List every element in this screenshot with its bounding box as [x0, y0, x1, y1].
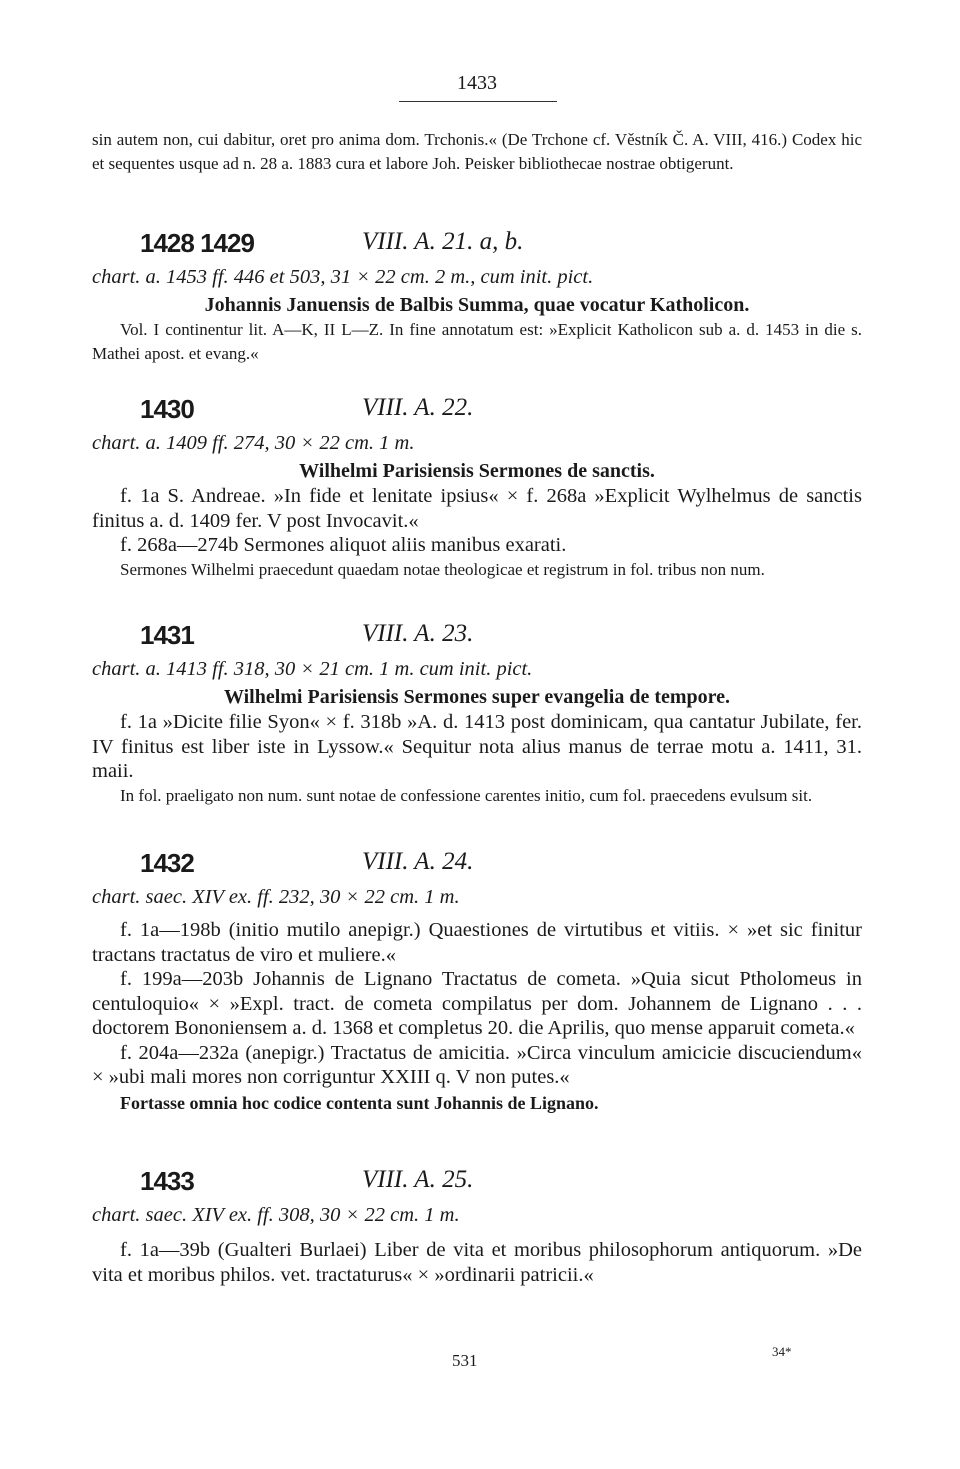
entry-1430: [92, 394, 862, 582]
entry-signature: VIII. A. 25.: [362, 1166, 474, 1193]
entry-title: Wilhelmi Parisiensis Sermones super evangelia de tempore.: [223, 686, 731, 708]
footer-page-number: 531: [452, 1351, 478, 1370]
entry-note: Vol. I continentur lit. A—K, II L—Z. In fine annotatum est: »Explicit Katholicon sub a. d. 1453 in die s. Mathei apost. et evang.«: [92, 320, 862, 363]
entry-paragraph: f. 1a—198b (initio mutilo anepigr.) Quaestiones de virtutibus et vitiis. × »et sic finitur tractans tractatus de viro et muliere.«: [92, 919, 862, 966]
entry-number: 1432: [140, 848, 194, 878]
entry-paragraph: f. 268a—274b Sermones aliquot aliis manibus exarati.: [120, 534, 567, 556]
page: [92, 0, 862, 1469]
entry-signature: VIII. A. 24.: [362, 848, 474, 875]
entry-description: chart. saec. XIV ex. ff. 232, 30 × 22 cm. 1 m.: [92, 886, 460, 908]
intro-block: [92, 128, 862, 176]
entry-head: [92, 228, 862, 264]
entry-head: [92, 1166, 862, 1202]
entry-1431: [92, 620, 862, 808]
header-rule: [399, 101, 557, 102]
intro-text: sin autem non, cui dabitur, oret pro anima dom. Trchonis.« (De Trchone cf. Věstník Č. A. VIII, 416.) Codex hic et sequentes usque ad n. 28 a. 1883 cura et labore Joh. Peisker bibliothecae nostrae obtigerunt.: [92, 130, 862, 173]
entry-paragraph: f. 1a S. Andreae. »In fide et lenitate ipsius« × f. 268a »Explicit Wylhelmus de sanctis finitus a. d. 1409 fer. V post Invocavit.«: [92, 485, 862, 532]
entry-signature: VIII. A. 21. a, b.: [362, 228, 524, 255]
entry-head: [92, 394, 862, 430]
entry-head: [92, 848, 862, 884]
entry-1432: [92, 848, 862, 1116]
entry-1433: [92, 1166, 862, 1287]
entry-1428-1429: [92, 228, 862, 366]
entry-number: 1433: [140, 1166, 194, 1196]
entry-paragraph: f. 1a »Dicite filie Syon« × f. 318b »A. d. 1413 post dominicam, qua cantatur Jubilate, fer. IV finitus est liber iste in Lyssow.« Sequitur nota alius manus de terrae motu a. 1411, 31. maii.: [92, 711, 862, 782]
entry-description: chart. a. 1413 ff. 318, 30 × 21 cm. 1 m. cum init. pict.: [92, 658, 533, 680]
entry-note: In fol. praeligato non num. sunt notae de confessione carentes initio, cum fol. praecedens evulsum sit.: [120, 785, 813, 805]
running-header-page-number: 1433: [457, 72, 497, 94]
entry-note: Sermones Wilhelmi praecedunt quaedam notae theologicae et registrum in fol. tribus non num.: [120, 559, 765, 579]
entry-title: Wilhelmi Parisiensis Sermones de sanctis.: [299, 460, 655, 482]
entry-paragraph: f. 199a—203b Johannis de Lignano Tractatus de cometa. »Quia sicut Ptholomeus in centuloquio« × »Expl. tract. de cometa compilatus per dom. Johannem de Lignano . . . doctorem Bononiensem a. d. 1368 et completus 20. die Aprilis, quo mense apparuit cometa.«: [92, 968, 862, 1039]
entry-signature: VIII. A. 23.: [362, 620, 474, 647]
footer-signature-mark: 34*: [772, 1344, 792, 1359]
entry-paragraph: f. 204a—232a (anepigr.) Tractatus de amicitia. »Circa vinculum amicicie discuciendum« × »ubi mali mores non corriguntur XXIII q. V non putes.«: [92, 1041, 862, 1088]
entry-signature: VIII. A. 22.: [362, 394, 474, 421]
entry-head: [92, 620, 862, 656]
entry-description: chart. saec. XIV ex. ff. 308, 30 × 22 cm. 1 m.: [92, 1204, 460, 1226]
entry-closing-note: Fortasse omnia hoc codice contenta sunt Johannis de Lignano.: [120, 1092, 599, 1113]
entry-number: 1431: [140, 620, 194, 650]
entry-number: 1428 1429: [140, 228, 254, 258]
entry-description: chart. a. 1409 ff. 274, 30 × 22 cm. 1 m.: [92, 432, 415, 454]
entry-paragraph: f. 1a—39b (Gualteri Burlaei) Liber de vita et moribus philosophorum antiquorum. »De vita et moribus philos. vet. tractaturus« × »ordinarii patricii.«: [92, 1239, 862, 1286]
entry-number: 1430: [140, 394, 194, 424]
entry-title: Johannis Januensis de Balbis Summa, quae vocatur Katholicon.: [204, 294, 750, 316]
entry-description: chart. a. 1453 ff. 446 et 503, 31 × 22 cm. 2 m., cum init. pict.: [92, 266, 594, 288]
